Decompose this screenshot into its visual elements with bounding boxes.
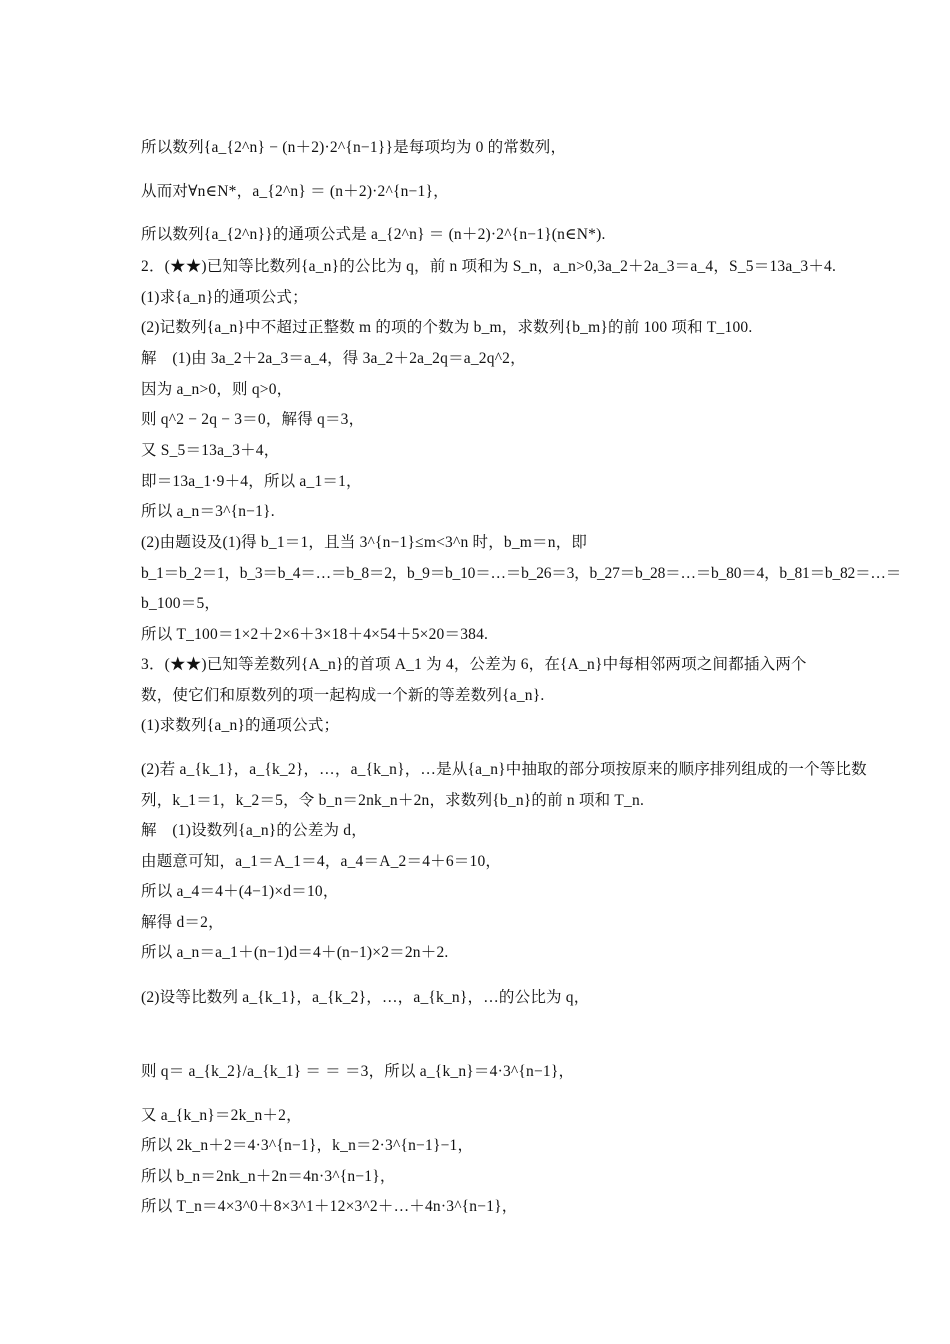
- text-line: (1)求数列{a_n}的通项公式；: [141, 717, 340, 734]
- text-line: 解 (1)设数列{a_n}的公差为 d，: [141, 822, 367, 839]
- text-line: b_1＝b_2＝1，b_3＝b_4＝…＝b_8＝2，b_9＝b_10＝…＝b_26＝3，b_27＝b_28＝…＝b_80＝4，b_81＝b_82＝…＝: [141, 565, 902, 582]
- text-line: (2)若 a_{k_1}，a_{k_2}，…，a_{k_n}，…是从{a_n}中抽取的部分项按原来的顺序排列组成的一个等比数: [141, 761, 867, 778]
- text-line: 从而对∀n∈N*，a_{2^n} ＝ (n＋2)·2^{n−1}，: [141, 183, 449, 200]
- text-line: 解得 d＝2，: [141, 914, 224, 931]
- text-line: 由题意可知，a_1＝A_1＝4，a_4＝A_2＝4＋6＝10，: [141, 853, 502, 870]
- text-line: 所以 a_n＝a_1＋(n−1)d＝4＋(n−1)×2＝2n＋2.: [141, 944, 449, 961]
- text-line: 所以 a_n＝3^{n−1}.: [141, 503, 275, 520]
- text-line: 所以数列{a_{2^n}}的通项公式是 a_{2^n} ＝ (n＋2)·2^{n−1}(n∈N*).: [141, 226, 606, 243]
- text-line: 3．(★★)已知等差数列{A_n}的首项 A_1 为 4，公差为 6，在{A_n}中每相邻两项之间都插入两个: [141, 656, 807, 673]
- text-line: (1)求{a_n}的通项公式；: [141, 289, 308, 306]
- text-line: 所以 T_n＝4×3^0＋8×3^1＋12×3^2＋…＋4n·3^{n−1}，: [141, 1198, 518, 1215]
- text-line: 所以 a_4＝4＋(4−1)×d＝10，: [141, 883, 339, 900]
- text-line: 所以 T_100＝1×2＋2×6＋3×18＋4×54＋5×20＝384.: [141, 626, 489, 643]
- text-line: 即＝13a_1·9＋4，所以 a_1＝1，: [141, 473, 362, 490]
- text-line: 解 (1)由 3a_2＋2a_3＝a_4，得 3a_2＋2a_2q＝a_2q^2，: [141, 350, 526, 367]
- text-line: 又 a_{k_n}＝2k_n＋2，: [141, 1107, 302, 1124]
- text-line: 则 q＝ a_{k_2}/a_{k_1} ＝ ＝ ＝3，所以 a_{k_n}＝4·3^{n−1}，: [141, 1063, 575, 1080]
- text-line: 则 q^2 − 2q − 3＝0，解得 q＝3，: [141, 411, 365, 428]
- text-line: 2．(★★)已知等比数列{a_n}的公比为 q，前 n 项和为 S_n，a_n>0,3a_2＋2a_3＝a_4，S_5＝13a_3＋4.: [141, 258, 837, 275]
- text-line: 列，k_1＝1，k_2＝5，令 b_n＝2nk_n＋2n，求数列{b_n}的前 n 项和 T_n.: [141, 792, 645, 809]
- text-line: 所以 b_n＝2nk_n＋2n＝4n·3^{n−1}，: [141, 1168, 396, 1185]
- text-line: 数，使它们和原数列的项一起构成一个新的等差数列{a_n}.: [141, 687, 545, 704]
- text-line: 又 S_5＝13a_3＋4，: [141, 442, 280, 459]
- text-line: 因为 a_n>0，则 q>0，: [141, 381, 293, 398]
- text-line: b_100＝5，: [141, 595, 221, 612]
- text-line: 所以 2k_n＋2＝4·3^{n−1}，k_n＝2·3^{n−1}−1，: [141, 1137, 474, 1154]
- text-line: (2)设等比数列 a_{k_1}，a_{k_2}，…，a_{k_n}，…的公比为 q，: [141, 989, 590, 1006]
- text-line: (2)记数列{a_n}中不超过正整数 m 的项的个数为 b_m，求数列{b_m}的前 100 项和 T_100.: [141, 319, 753, 336]
- text-line: 所以数列{a_{2^n} − (n＋2)·2^{n−1}}是每项均为 0 的常数列，: [141, 139, 567, 156]
- text-line: (2)由题设及(1)得 b_1＝1，且当 3^{n−1}≤m<3^n 时，b_m＝n，即: [141, 534, 588, 551]
